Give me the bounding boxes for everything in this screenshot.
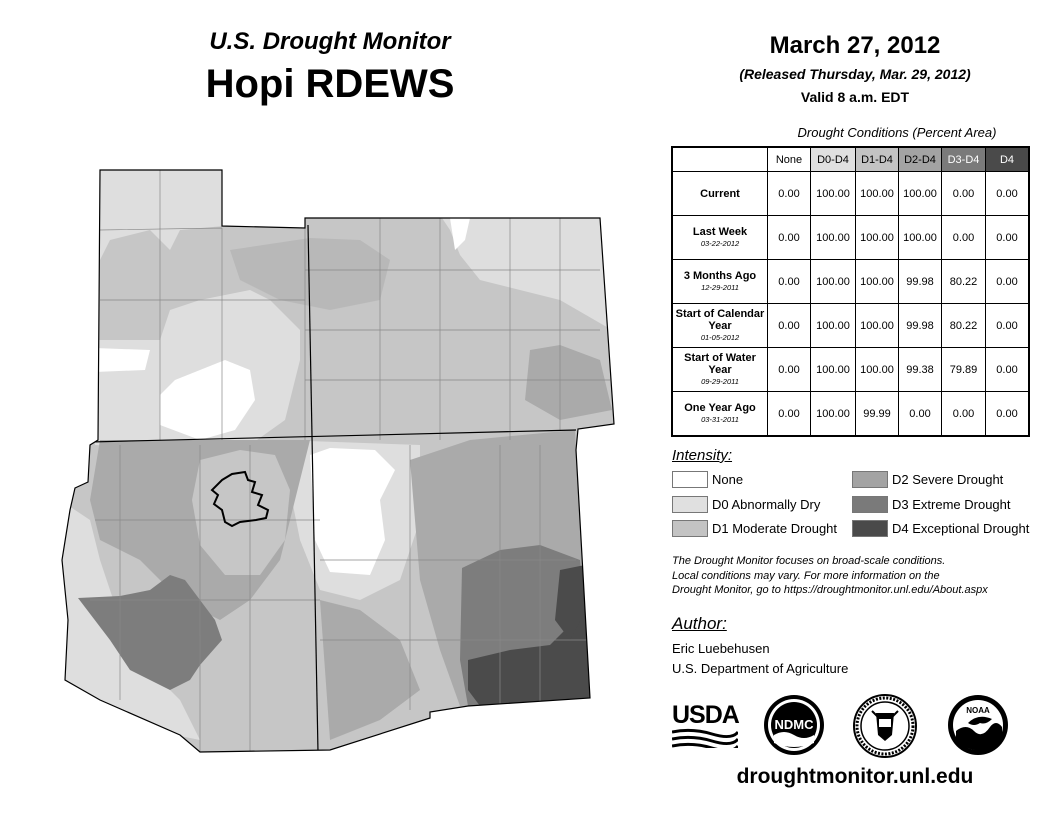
commerce-seal-logo xyxy=(852,693,918,759)
table-cell: 0.00 xyxy=(768,260,811,304)
table-cell: 0.00 xyxy=(986,348,1030,392)
table-cell: 99.98 xyxy=(899,260,942,304)
legend-swatch-none xyxy=(672,471,708,488)
ndmc-logo xyxy=(762,693,826,757)
table-cell: 79.89 xyxy=(942,348,986,392)
map-title: Hopi RDEWS xyxy=(205,62,455,106)
row-label xyxy=(672,348,768,392)
table-cell: 0.00 xyxy=(986,392,1030,437)
table-cell: 100.00 xyxy=(811,392,856,437)
table-cell: 0.00 xyxy=(768,348,811,392)
table-cell: 100.00 xyxy=(856,172,899,216)
row-label-text: Current xyxy=(700,187,740,200)
row-date: 01-05-2012 xyxy=(700,332,740,342)
table-cell: 100.00 xyxy=(856,216,899,260)
col-header: D3-D4 xyxy=(942,147,986,172)
table-cell: 0.00 xyxy=(942,216,986,260)
legend-heading: Intensity: xyxy=(672,447,733,464)
table-cell: 100.00 xyxy=(811,348,856,392)
table-row xyxy=(672,348,1029,392)
table-cell: 0.00 xyxy=(768,392,811,437)
row-label xyxy=(672,260,768,304)
ndmc-logo-text: NDMC xyxy=(774,717,814,732)
table-row xyxy=(672,304,1029,348)
map-date: March 27, 2012 xyxy=(769,32,941,59)
table-cell: 0.00 xyxy=(942,172,986,216)
legend-swatch-d0 xyxy=(672,496,708,513)
table-cell: 0.00 xyxy=(768,304,811,348)
table-cell: 80.22 xyxy=(942,260,986,304)
drought-conditions-table xyxy=(671,146,1030,437)
table-cell: 0.00 xyxy=(768,216,811,260)
legend-label: D0 Abnormally Dry xyxy=(712,497,821,512)
none-area xyxy=(95,348,150,372)
table-cell: 100.00 xyxy=(856,260,899,304)
usda-logo-graphic xyxy=(672,728,738,748)
noaa-logo-text: NOAA xyxy=(966,706,990,715)
row-label xyxy=(672,304,768,348)
table-cell: 100.00 xyxy=(811,304,856,348)
row-date: 03-22-2012 xyxy=(700,238,740,248)
table-cell: 100.00 xyxy=(856,348,899,392)
table-cell: 100.00 xyxy=(811,216,856,260)
legend-label: None xyxy=(712,472,744,487)
author-name: Eric Luebehusen xyxy=(672,641,770,656)
table-cell: 100.00 xyxy=(899,172,942,216)
author-heading: Author: xyxy=(672,614,727,633)
col-header: D2-D4 xyxy=(899,147,942,172)
table-cell: 100.00 xyxy=(811,172,856,216)
table-cell: 100.00 xyxy=(899,216,942,260)
legend-swatch-d4 xyxy=(852,520,888,537)
table-cell: 99.99 xyxy=(856,392,899,437)
table-cell: 0.00 xyxy=(899,392,942,437)
row-label-text: One Year Ago xyxy=(684,401,756,414)
table-cell: 0.00 xyxy=(986,304,1030,348)
table-caption: Drought Conditions (Percent Area) xyxy=(797,125,997,140)
map-subtitle: U.S. Drought Monitor xyxy=(209,28,451,55)
usda-logo-text: USDA xyxy=(672,701,739,729)
legend-label: D1 Moderate Drought xyxy=(712,521,838,536)
legend-swatch-d3 xyxy=(852,496,888,513)
row-date: 09-29-2011 xyxy=(701,376,739,386)
row-date: 12-29-2011 xyxy=(701,282,739,292)
table-header-row xyxy=(672,147,1029,172)
table-cell: 0.00 xyxy=(986,216,1030,260)
row-label-text: Start of Water Year xyxy=(684,351,756,376)
table-row xyxy=(672,392,1029,437)
note-line: Drought Monitor, go to https://droughtmonitor.unl.edu/About.aspx xyxy=(672,584,988,596)
table-cell: 0.00 xyxy=(942,392,986,437)
table-row xyxy=(672,216,1029,260)
valid-time: Valid 8 a.m. EDT xyxy=(800,89,910,105)
legend-label: D3 Extreme Drought xyxy=(892,497,1011,512)
table-cell: 80.22 xyxy=(942,304,986,348)
table-cell: 99.38 xyxy=(899,348,942,392)
usda-logo xyxy=(672,702,738,750)
legend-swatch-d1 xyxy=(672,520,708,537)
table-cell: 0.00 xyxy=(986,172,1030,216)
note-line: Local conditions may vary. For more information on the xyxy=(672,569,940,582)
table-cell: 100.00 xyxy=(811,260,856,304)
table-cell: 0.00 xyxy=(768,172,811,216)
row-label xyxy=(672,172,768,216)
row-label xyxy=(672,216,768,260)
col-header: None xyxy=(768,147,811,172)
table-row xyxy=(672,260,1029,304)
legend-label: D2 Severe Drought xyxy=(892,472,1004,487)
note-line: The Drought Monitor focuses on broad-scale conditions. xyxy=(672,555,946,567)
disclaimer-note xyxy=(672,554,1042,598)
table-cell: 100.00 xyxy=(856,304,899,348)
header-blank xyxy=(672,147,768,172)
author-org: U.S. Department of Agriculture xyxy=(672,661,849,676)
row-date: 03-31-2011 xyxy=(701,414,739,424)
row-label-text: 3 Months Ago xyxy=(683,269,757,282)
col-header: D4 xyxy=(986,147,1030,172)
table-row xyxy=(672,172,1029,216)
release-date: (Released Thursday, Mar. 29, 2012) xyxy=(739,66,971,82)
col-header: D0-D4 xyxy=(811,147,856,172)
col-header: D1-D4 xyxy=(856,147,899,172)
table-cell: 0.00 xyxy=(986,260,1030,304)
drought-map xyxy=(55,160,620,760)
row-label xyxy=(672,392,768,437)
website-url[interactable]: droughtmonitor.unl.edu xyxy=(736,765,974,788)
noaa-logo xyxy=(946,693,1010,757)
row-label-text: Last Week xyxy=(692,225,748,238)
table-cell: 99.98 xyxy=(899,304,942,348)
legend-label: D4 Exceptional Drought xyxy=(892,521,1030,536)
legend-swatch-d2 xyxy=(852,471,888,488)
row-label-text: Start of Calendar Year xyxy=(675,307,765,332)
